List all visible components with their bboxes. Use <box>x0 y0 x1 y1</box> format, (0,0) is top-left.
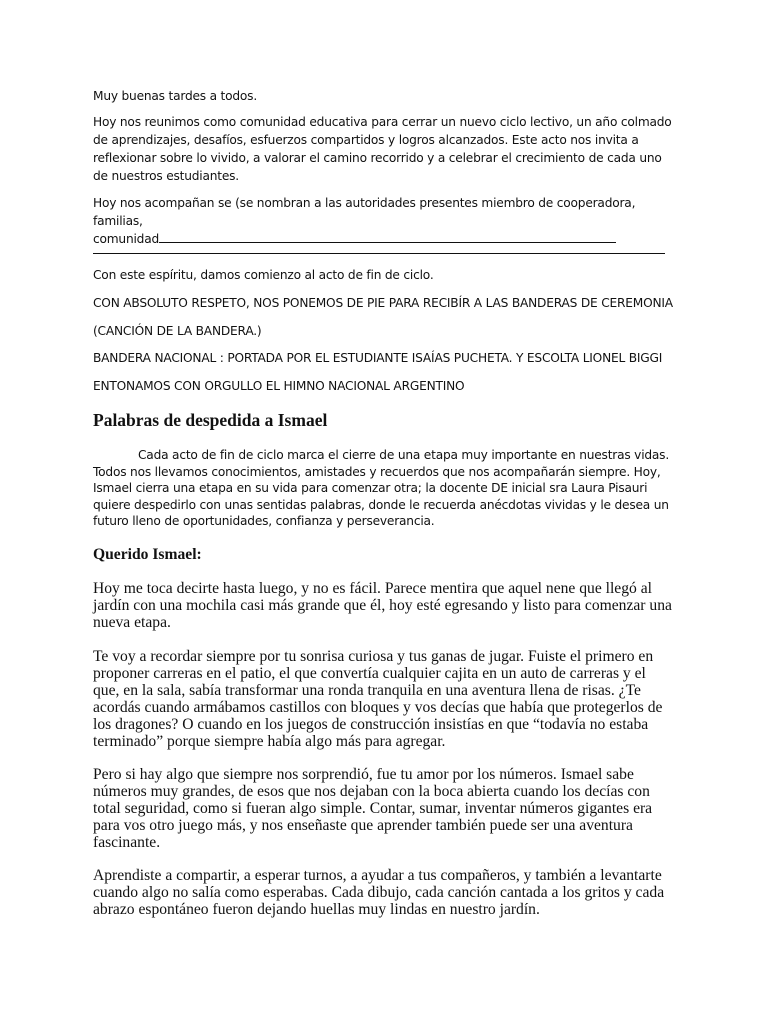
blank-line-fill <box>159 230 616 243</box>
bandera-line: BANDERA NACIONAL : PORTADA POR EL ESTUDIANTE ISAÍAS PUCHETA. Y ESCOLTA LIONEL BIGGI <box>93 351 663 365</box>
letter-paragraph-2: Te voy a recordar siempre por tu sonrisa curiosa y tus ganas de jugar. Fuiste el primero en proponer carreras en el patio, el que convertía cualquier cajita en un auto de carreras y el que, en la sala, sabía transformar una ronda tranquila en una aventura llena de risas. ¿Te acordás cuando armábamos castillos con bloques y vos decías que había que protegerlos de los dragones? O cuando en los juegos de construcción insistías en que “todavía no estaba terminado” porque siempre había algo más para agregar. <box>93 648 663 750</box>
intro-paragraph: Hoy nos reunimos como comunidad educativa para cerrar un nuevo ciclo lectivo, un año colmado de aprendizajes, desafíos, esfuerzos compartidos y logros alcanzados. Este acto nos invita a reflexionar sobre lo vivido, a valorar el camino recorrido y a celebrar el crecimiento de cada uno de nuestros estudiantes. <box>93 115 672 183</box>
letter-salutation: Querido Ismael: <box>93 546 202 563</box>
espiritu-line: Con este espíritu, damos comienzo al acto de fin de ciclo. <box>93 268 434 282</box>
acompanan-line-2-text: comunidad <box>93 232 160 246</box>
letter-paragraph-3: Pero si hay algo que siempre nos sorprendió, fue tu amor por los números. Ismael sabe números muy grandes, de esos que nos dejaban con la boca abierta cuando los decías con total seguridad, como si fueran algo simple. Contar, sumar, inventar números gigantes era para vos otro juego más, y nos enseñaste que aprender también puede ser una aventura fascinante. <box>93 766 653 851</box>
letter-paragraph-1: Hoy me toca decirte hasta luego, y no es fácil. Parece mentira que aquel nene que llegó al jardín con una mochila casi más grande que él, hoy esté egresando y listo para comenzar una nueva etapa. <box>93 580 672 631</box>
section-heading: Palabras de despedida a Ismael <box>93 410 328 430</box>
acompanan-line-1: Hoy nos acompañan se (se nombran a las autoridades presentes miembro de cooperadora, familias, <box>93 196 636 228</box>
himno-line: ENTONAMOS CON ORGULLO EL HIMNO NACIONAL ARGENTINO <box>93 379 465 393</box>
cancion-line: (CANCIÓN DE LA BANDERA.) <box>93 324 262 338</box>
acompanan-paragraph <box>93 194 673 248</box>
respeto-line: CON ABSOLUTO RESPETO, NOS PONEMOS DE PIE PARA RECIBÍR A LAS BANDERAS DE CEREMONIA <box>93 296 673 310</box>
greeting: Muy buenas tardes a todos. <box>93 89 257 103</box>
blank-rule <box>93 253 665 254</box>
letter-paragraph-4: Aprendiste a compartir, a esperar turnos, a ayudar a tus compañeros, y también a levantarte cuando algo no salía como esperabas. Cada dibujo, cada canción cantada a los gritos y cada abrazo espontáneo fueron dejando huellas muy lindas en nuestro jardín. <box>93 867 665 918</box>
despedida-intro-paragraph: Cada acto de fin de ciclo marca el cierre de una etapa muy importante en nuestras vidas. Todos nos llevamos conocimientos, amistades y recuerdos que nos acompañarán siempre. Hoy, Ismael cierra una etapa en su vida para comenzar otra; la docente DE inicial sra Laura Pisauri quiere despedirlo con unas sentidas palabras, donde le recuerda anécdotas vividas y le desea un futuro lleno de oportunidades, confianza y perseverancia. <box>93 448 670 528</box>
acompanan-line-2 <box>93 230 673 248</box>
